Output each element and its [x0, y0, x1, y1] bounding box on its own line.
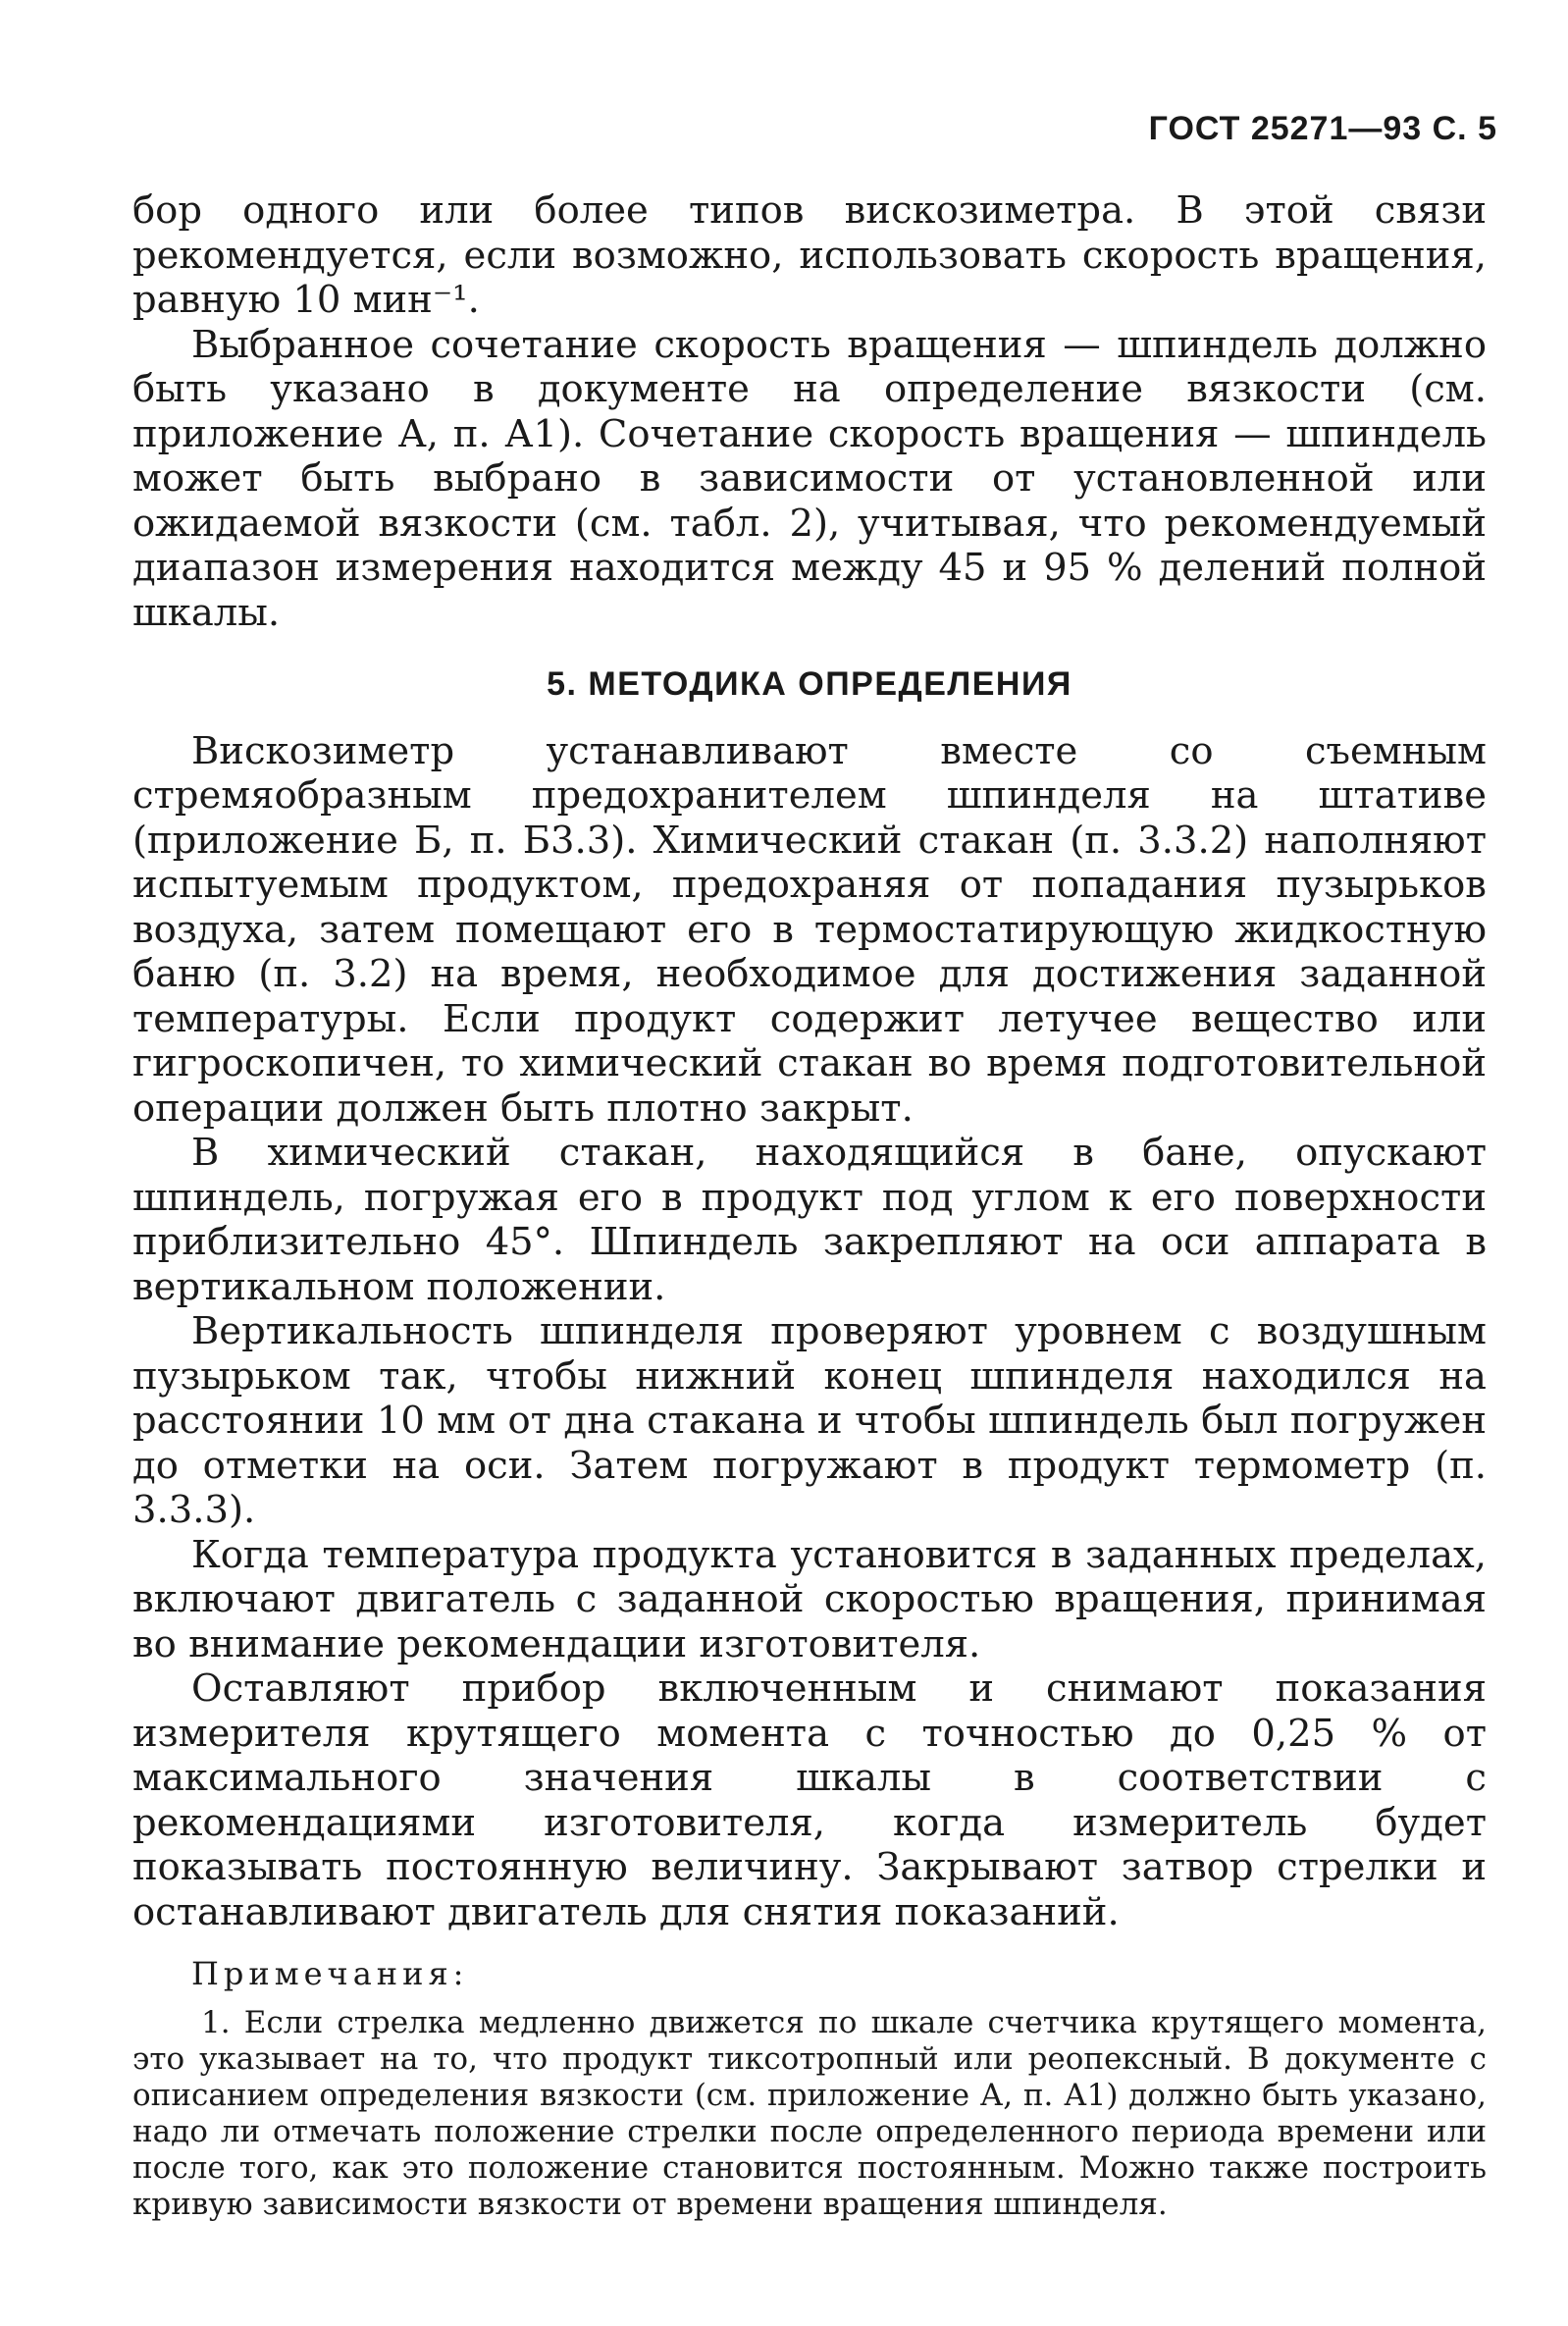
document-body: [132, 188, 1487, 2223]
section-heading: 5. МЕТОДИКА ОПРЕДЕЛЕНИЯ: [547, 665, 1072, 703]
paragraph-continued: бор одного или более типов вискозиметра. В этой связи рекомендуется, если возможно, использовать скорость вращения, равную 10 мин⁻¹.: [132, 188, 1487, 322]
note-item: 1. Если стрелка медленно движется по шкале счетчика крутящего момента, это указывает на то, что продукт тиксотропный или реопексный. В документе с описанием определения вязкости (см. приложение А, п. А1) должно быть указано, надо ли отмечать положение стрелки после определенного периода времени или после того, как это положение становится постоянным. Можно также построить кривую зависимости вязкости от времени вращения шпинделя.: [132, 2004, 1487, 2222]
paragraph: Вискозиметр устанавливают вместе со съемным стремяобразным предохранителем шпинделя на штативе (приложение Б, п. Б3.3). Химический стакан (п. 3.3.2) наполняют испытуемым продуктом, предохраняя от попадания пузырьков воздуха, затем помещают его в термостатирующую жидкостную баню (п. 3.2) на время, необходимое для достижения заданной температуры. Если продукт содержит летучее вещество или гигроскопичен, то химический стакан во время подготовительной операции должен быть плотно закрыт.: [132, 728, 1487, 1131]
page-header: ГОСТ 25271—93 С. 5: [1148, 110, 1497, 147]
paragraph: В химический стакан, находящийся в бане, опускают шпиндель, погружая его в продукт под углом к его поверхности приблизительно 45°. Шпиндель закрепляют на оси аппарата в вертикальном положении.: [132, 1131, 1487, 1309]
paragraph: Вертикальность шпинделя проверяют уровнем с воздушным пузырьком так, чтобы нижний конец шпинделя находился на расстоянии 10 мм от дна стакана и чтобы шпиндель был погружен до отметки на оси. Затем погружают в продукт термометр (п. 3.3.3).: [132, 1309, 1487, 1532]
paragraph: Выбранное сочетание скорость вращения — шпиндель должно быть указано в документе на определение вязкости (см. приложение А, п. А1). Сочетание скорость вращения — шпиндель может быть выбрано в зависимости от установленной или ожидаемой вязкости (см. табл. 2), учитывая, что рекомендуемый диапазон измерения находится между 45 и 95 % делений полной шкалы.: [132, 322, 1487, 635]
notes-title: Примечания:: [191, 1955, 469, 1992]
paragraph: Оставляют прибор включенным и снимают показания измерителя крутящего момента с точностью до 0,25 % от максимального значения шкалы в соответствии с рекомендациями изготовителя, когда измеритель будет показывать постоянную величину. Закрывают затвор стрелки и останавливают двигатель для снятия показаний.: [132, 1666, 1487, 1934]
paragraph: Когда температура продукта установится в заданных пределах, включают двигатель с заданной скоростью вращения, принимая во внимание рекомендации изготовителя.: [132, 1532, 1487, 1666]
